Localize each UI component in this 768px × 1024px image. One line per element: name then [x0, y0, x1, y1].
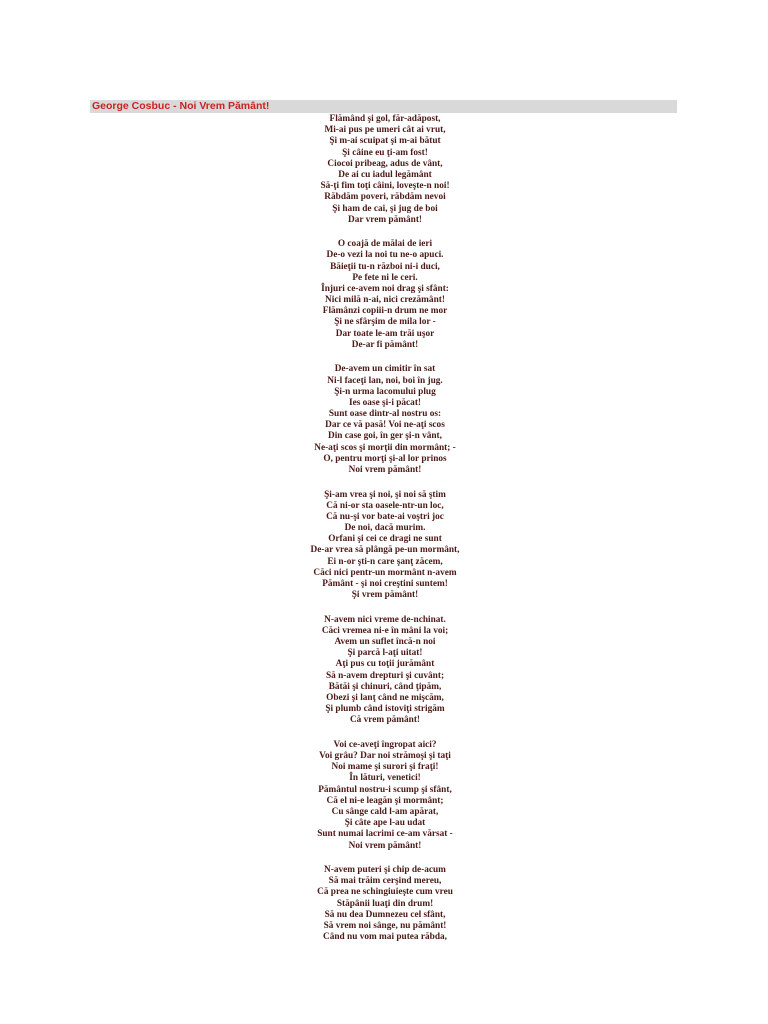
poem-line: De ai cu iadul legământ — [338, 169, 432, 180]
poem-line: Dar toate le-am trăi uşor — [335, 328, 435, 339]
stanza — [240, 740, 530, 852]
poem-line: Că el ni-e leagăn şi mormânt; — [326, 795, 444, 806]
poem-line: Ni-l faceţi lan, noi, boi în jug. — [327, 375, 443, 386]
poem-line: Voi ce-aveţi îngropat aici? — [333, 739, 437, 750]
poem-line: Să-ţi fim toţi câini, loveşte-n noi! — [320, 181, 450, 192]
poem-line: Căci vremea ni-e în mâni la voi; — [321, 625, 449, 636]
poem-line: De-ar vrea să plângă pe-un mormânt, — [310, 545, 460, 556]
poem-line: Băieţii tu-n război ni-i duci, — [330, 261, 440, 272]
poem-line: Să vrem noi sânge, nu pământ! — [323, 920, 447, 931]
poem-line: Să n-avem drepturi şi cuvânt; — [325, 670, 445, 681]
poem-line: De-avem un cimitir în sat — [334, 364, 436, 375]
poem-line: Pe fete ni le ceri. — [352, 272, 418, 283]
poem-line: Noi mame şi surori şi fraţi! — [331, 762, 439, 773]
poem-line: Mi-ai pus pe umeri cât ai vrut, — [324, 125, 446, 136]
poem-line: O, pentru morţi şi-al lor prinos — [323, 453, 447, 464]
poem-line: Flămând şi gol, făr-adăpost, — [329, 114, 441, 124]
poem-line: Ne-aţi scos şi morţii din mormânt; - — [314, 442, 456, 453]
poem-line: N-avem nici vreme de-nchinat. — [324, 614, 446, 625]
poem-line: Noi vrem pământ! — [348, 465, 422, 476]
poem-line: O coajă de mălai de ieri — [337, 239, 433, 250]
poem-line: Flămânzi copiii-n drum ne mor — [322, 306, 448, 317]
poem-line: Şi ne sfârşim de mila lor - — [334, 317, 436, 328]
poem-line: Că ni-or sta oasele-ntr-un loc, — [326, 500, 444, 511]
poem-line: De-ar fi pământ! — [351, 339, 419, 350]
poem-line: Şi câine eu ţi-am fost! — [342, 147, 428, 158]
poem-line: Şi-n urma lacomului plug — [334, 386, 436, 397]
poem-line: Voi grâu? Dar noi strămoşi şi taţi — [319, 751, 451, 762]
stanza — [240, 865, 530, 943]
poem-line: Că vrem pământ! — [349, 715, 421, 726]
poem-line: Să nu dea Dumnezeu cel sfânt, — [324, 909, 446, 920]
stanza — [240, 490, 530, 602]
stanza — [240, 364, 530, 476]
poem-line: Înjuri ce-avem noi drag şi sfânt: — [321, 283, 449, 294]
stanza — [240, 615, 530, 727]
poem-line: Când nu vom mai putea răbda, — [323, 932, 447, 943]
document-title: George Cosbuc - Noi Vrem Pământ! — [92, 100, 270, 112]
poem-line: În lături, venetici! — [349, 773, 421, 784]
poem-body — [240, 114, 530, 957]
poem-line: Stăpânii luaţi din drum! — [336, 898, 434, 909]
poem-line: Că nu-şi vor bate-ai voştri joc — [326, 511, 444, 522]
poem-line: Ies oase şi-i păcat! — [348, 397, 422, 408]
poem-line: Şi ham de cai, şi jug de boi — [332, 203, 438, 214]
poem-line: De-o vezi la noi tu ne-o apuci. — [326, 250, 444, 261]
poem-line: Dar ce vă pasă! Voi ne-aţi scos — [325, 420, 445, 431]
poem-line: Din case goi, în ger şi-n vânt, — [328, 431, 442, 442]
poem-line: Pământ - şi noi creştini suntem! — [322, 579, 448, 590]
poem-line: Dar vrem pământ! — [347, 214, 423, 225]
poem-line: Sunt numai lacrimi ce-am vărsat - — [317, 829, 453, 840]
poem-line: Nici milă n-ai, nici crezământ! — [325, 295, 445, 306]
poem-line: Orfani şi cei ce dragi ne sunt — [328, 534, 442, 545]
poem-line: Ei n-or şti-n care şanţ zăcem, — [327, 556, 443, 567]
poem-line: Avem un suflet încă-n noi — [334, 637, 436, 648]
stanza — [240, 239, 530, 351]
poem-line: Căci nici pentr-un mormânt n-avem — [313, 567, 457, 578]
poem-line: N-avem puteri şi chip de-acum — [324, 865, 446, 876]
poem-line: Aţi pus cu toţii jurământ — [335, 659, 435, 670]
poem-line: Şi m-ai scuipat şi m-ai bătut — [329, 136, 441, 147]
poem-line: Obezi şi lanţ când ne mişcăm, — [326, 693, 444, 703]
poem-line: De noi, dacă murim. — [344, 523, 426, 534]
title-bar — [90, 100, 677, 113]
poem-line: Ciocoi pribeag, adus de vânt, — [327, 158, 443, 169]
poem-line: Şi-am vrea şi noi, şi noi să ştim — [324, 489, 446, 500]
poem-line: Să mai trăim cerşind mereu, — [328, 876, 442, 887]
poem-line: Şi parcă l-aţi uitat! — [347, 648, 423, 659]
poem-line: Pământul nostru-i scump şi sfânt, — [318, 784, 452, 795]
poem-line: Noi vrem pământ! — [348, 840, 422, 851]
poem-line: Că prea ne schingiuieşte cum vreu — [317, 887, 453, 898]
poem-line: Şi plumb când istoviţi strigăm — [325, 704, 445, 715]
poem-line: Răbdăm poveri, răbdăm nevoi — [324, 192, 446, 203]
stanza — [240, 114, 530, 226]
poem-line: Şi câte ape l-au udat — [344, 818, 426, 829]
poem-line: Şi vrem pământ! — [351, 590, 419, 601]
poem-line: Cu sânge cald l-am apărat, — [331, 806, 439, 817]
poem-line: Sunt oase dintr-al nostru os: — [328, 409, 442, 420]
poem-line: Bătăi şi chinuri, când ţipăm, — [328, 681, 442, 692]
